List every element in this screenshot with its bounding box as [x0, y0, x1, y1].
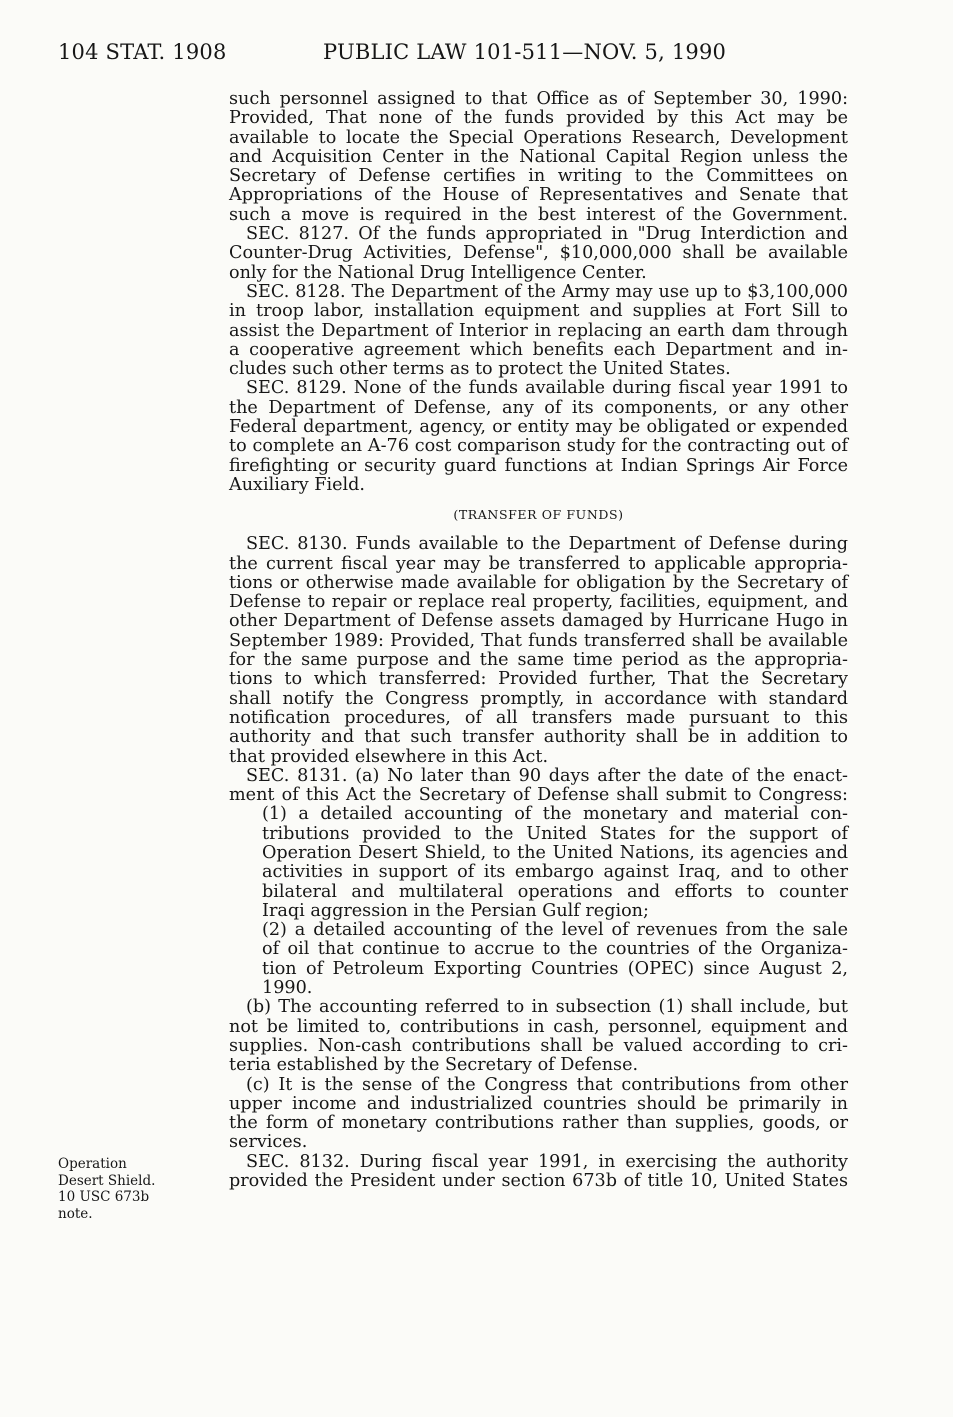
- text-line: Federal department, agency, or entity may be obligated or expended: [229, 417, 848, 438]
- text-line: activities in support of its embargo against Iraq, and to other: [262, 862, 848, 883]
- text-line: Appropriations of the House of Representatives and Senate that: [229, 185, 848, 206]
- text-line: tributions provided to the United States for the support of: [262, 823, 848, 844]
- section-8131-start: SEC. 8131. (a) No later than 90 days after the date of the enact-: [246, 765, 848, 786]
- margin-note: [58, 1156, 198, 1222]
- text-line: Auxiliary Field.: [229, 474, 365, 495]
- text-line: notification procedures, of all transfers made pursuant to this: [229, 707, 848, 728]
- text-line: Provided, That none of the funds provided by this Act may be: [229, 108, 848, 129]
- section-8127-start: SEC. 8127. Of the funds appropriated in "Drug Interdiction and: [246, 224, 848, 245]
- text-line: upper income and industrialized countries should be primarily in: [229, 1093, 848, 1114]
- text-line: and Acquisition Center in the National Capital Region unless the: [229, 146, 848, 167]
- text-line: that provided elsewhere in this Act.: [229, 746, 549, 767]
- text-line: bilateral and multilateral operations and efforts to counter: [262, 881, 848, 902]
- margin-note-line: Desert Shield.: [58, 1172, 156, 1189]
- text-line: only for the National Drug Intelligence Center.: [229, 262, 647, 283]
- text-line: cludes such other terms as to protect the United States.: [229, 359, 731, 380]
- text-line: firefighting or security guard functions at Indian Springs Air Force: [229, 455, 848, 476]
- text-line: September 1989: Provided, That funds transferred shall be available: [229, 630, 848, 651]
- text-line: available to locate the Special Operations Research, Development: [229, 127, 848, 148]
- text-line: Counter-Drug Activities, Defense", $10,000,000 shall be available: [229, 243, 848, 264]
- text-line: such personnel assigned to that Office as of September 30, 1990:: [229, 89, 848, 109]
- text-line: teria established by the Secretary of Defense.: [229, 1055, 639, 1076]
- section-heading: (TRANSFER OF FUNDS): [453, 507, 624, 523]
- running-head: [0, 0, 953, 80]
- subsection-b: (b) The accounting referred to in subsection (1) shall include, but: [246, 997, 848, 1018]
- section-8129-start: SEC. 8129. None of the funds available during fiscal year 1991 to: [246, 378, 848, 399]
- public-law-title: PUBLIC LAW 101-511—NOV. 5, 1990: [323, 40, 727, 64]
- text-line: shall notify the Congress promptly, in accordance with standard: [229, 688, 848, 709]
- text-line: Iraqi aggression in the Persian Gulf region;: [262, 900, 649, 921]
- statute-page-reference: 104 STAT. 1908: [58, 40, 227, 64]
- margin-note-line: note.: [58, 1205, 93, 1222]
- text-line: other Department of Defense assets damaged by Hurricane Hugo in: [229, 611, 848, 632]
- text-line: of oil that continue to accrue to the countries of the Organiza-: [262, 939, 848, 960]
- text-line: the current fiscal year may be transferred to applicable appropria-: [229, 553, 848, 574]
- text-line: such a move is required in the best interest of the Government.: [229, 204, 848, 225]
- subsection-c: (c) It is the sense of the Congress that contributions from other: [246, 1074, 848, 1095]
- text-line: Defense to repair or replace real property, facilities, equipment, and: [229, 592, 848, 613]
- section-8132-start: SEC. 8132. During fiscal year 1991, in exercising the authority: [246, 1151, 848, 1172]
- text-line: services.: [229, 1132, 308, 1153]
- text-line: a cooperative agreement which benefits each Department and in-: [229, 339, 848, 360]
- text-line: Operation Desert Shield, to the United Nations, its agencies and: [262, 842, 848, 863]
- section-8128-start: SEC. 8128. The Department of the Army may use up to $3,100,000: [246, 281, 848, 302]
- text-line: tion of Petroleum Exporting Countries (OPEC) since August 2,: [262, 958, 848, 979]
- text-line: tions to which transferred: Provided further, That the Secretary: [229, 669, 848, 690]
- text-line: assist the Department of Interior in replacing an earth dam through: [229, 320, 848, 341]
- text-line: tions or otherwise made available for obligation by the Secretary of: [229, 572, 848, 593]
- text-line: not be limited to, contributions in cash, personnel, equipment and: [229, 1016, 848, 1037]
- text-line: ment of this Act the Secretary of Defense shall submit to Congress:: [229, 785, 848, 806]
- text-line: for the same purpose and the same time period as the appropria-: [229, 650, 848, 671]
- main-text-column: [229, 90, 848, 1191]
- text-line: the form of monetary contributions rather than supplies, goods, or: [229, 1113, 848, 1134]
- margin-note-line: Operation: [58, 1156, 127, 1172]
- text-line: supplies. Non-cash contributions shall be valued according to cri-: [229, 1035, 848, 1056]
- section-8130-start: SEC. 8130. Funds available to the Department of Defense during: [246, 534, 848, 555]
- text-line: provided the President under section 673b of title 10, United States: [229, 1171, 848, 1192]
- text-line: 1990.: [262, 978, 313, 999]
- text-line: authority and that such transfer authority shall be in addition to: [229, 727, 848, 748]
- margin-note-line: 10 USC 673b: [58, 1189, 150, 1205]
- text-line: the Department of Defense, any of its components, or any other: [229, 397, 848, 418]
- text-line: Secretary of Defense certifies in writing to the Committees on: [229, 166, 848, 187]
- list-item-2: (2) a detailed accounting of the level of revenues from the sale: [262, 920, 848, 941]
- text-line: to complete an A-76 cost comparison study for the contracting out of: [229, 436, 848, 457]
- list-item-1: (1) a detailed accounting of the monetary and material con-: [262, 804, 848, 825]
- text-line: in troop labor, installation equipment and supplies at Fort Sill to: [229, 301, 848, 322]
